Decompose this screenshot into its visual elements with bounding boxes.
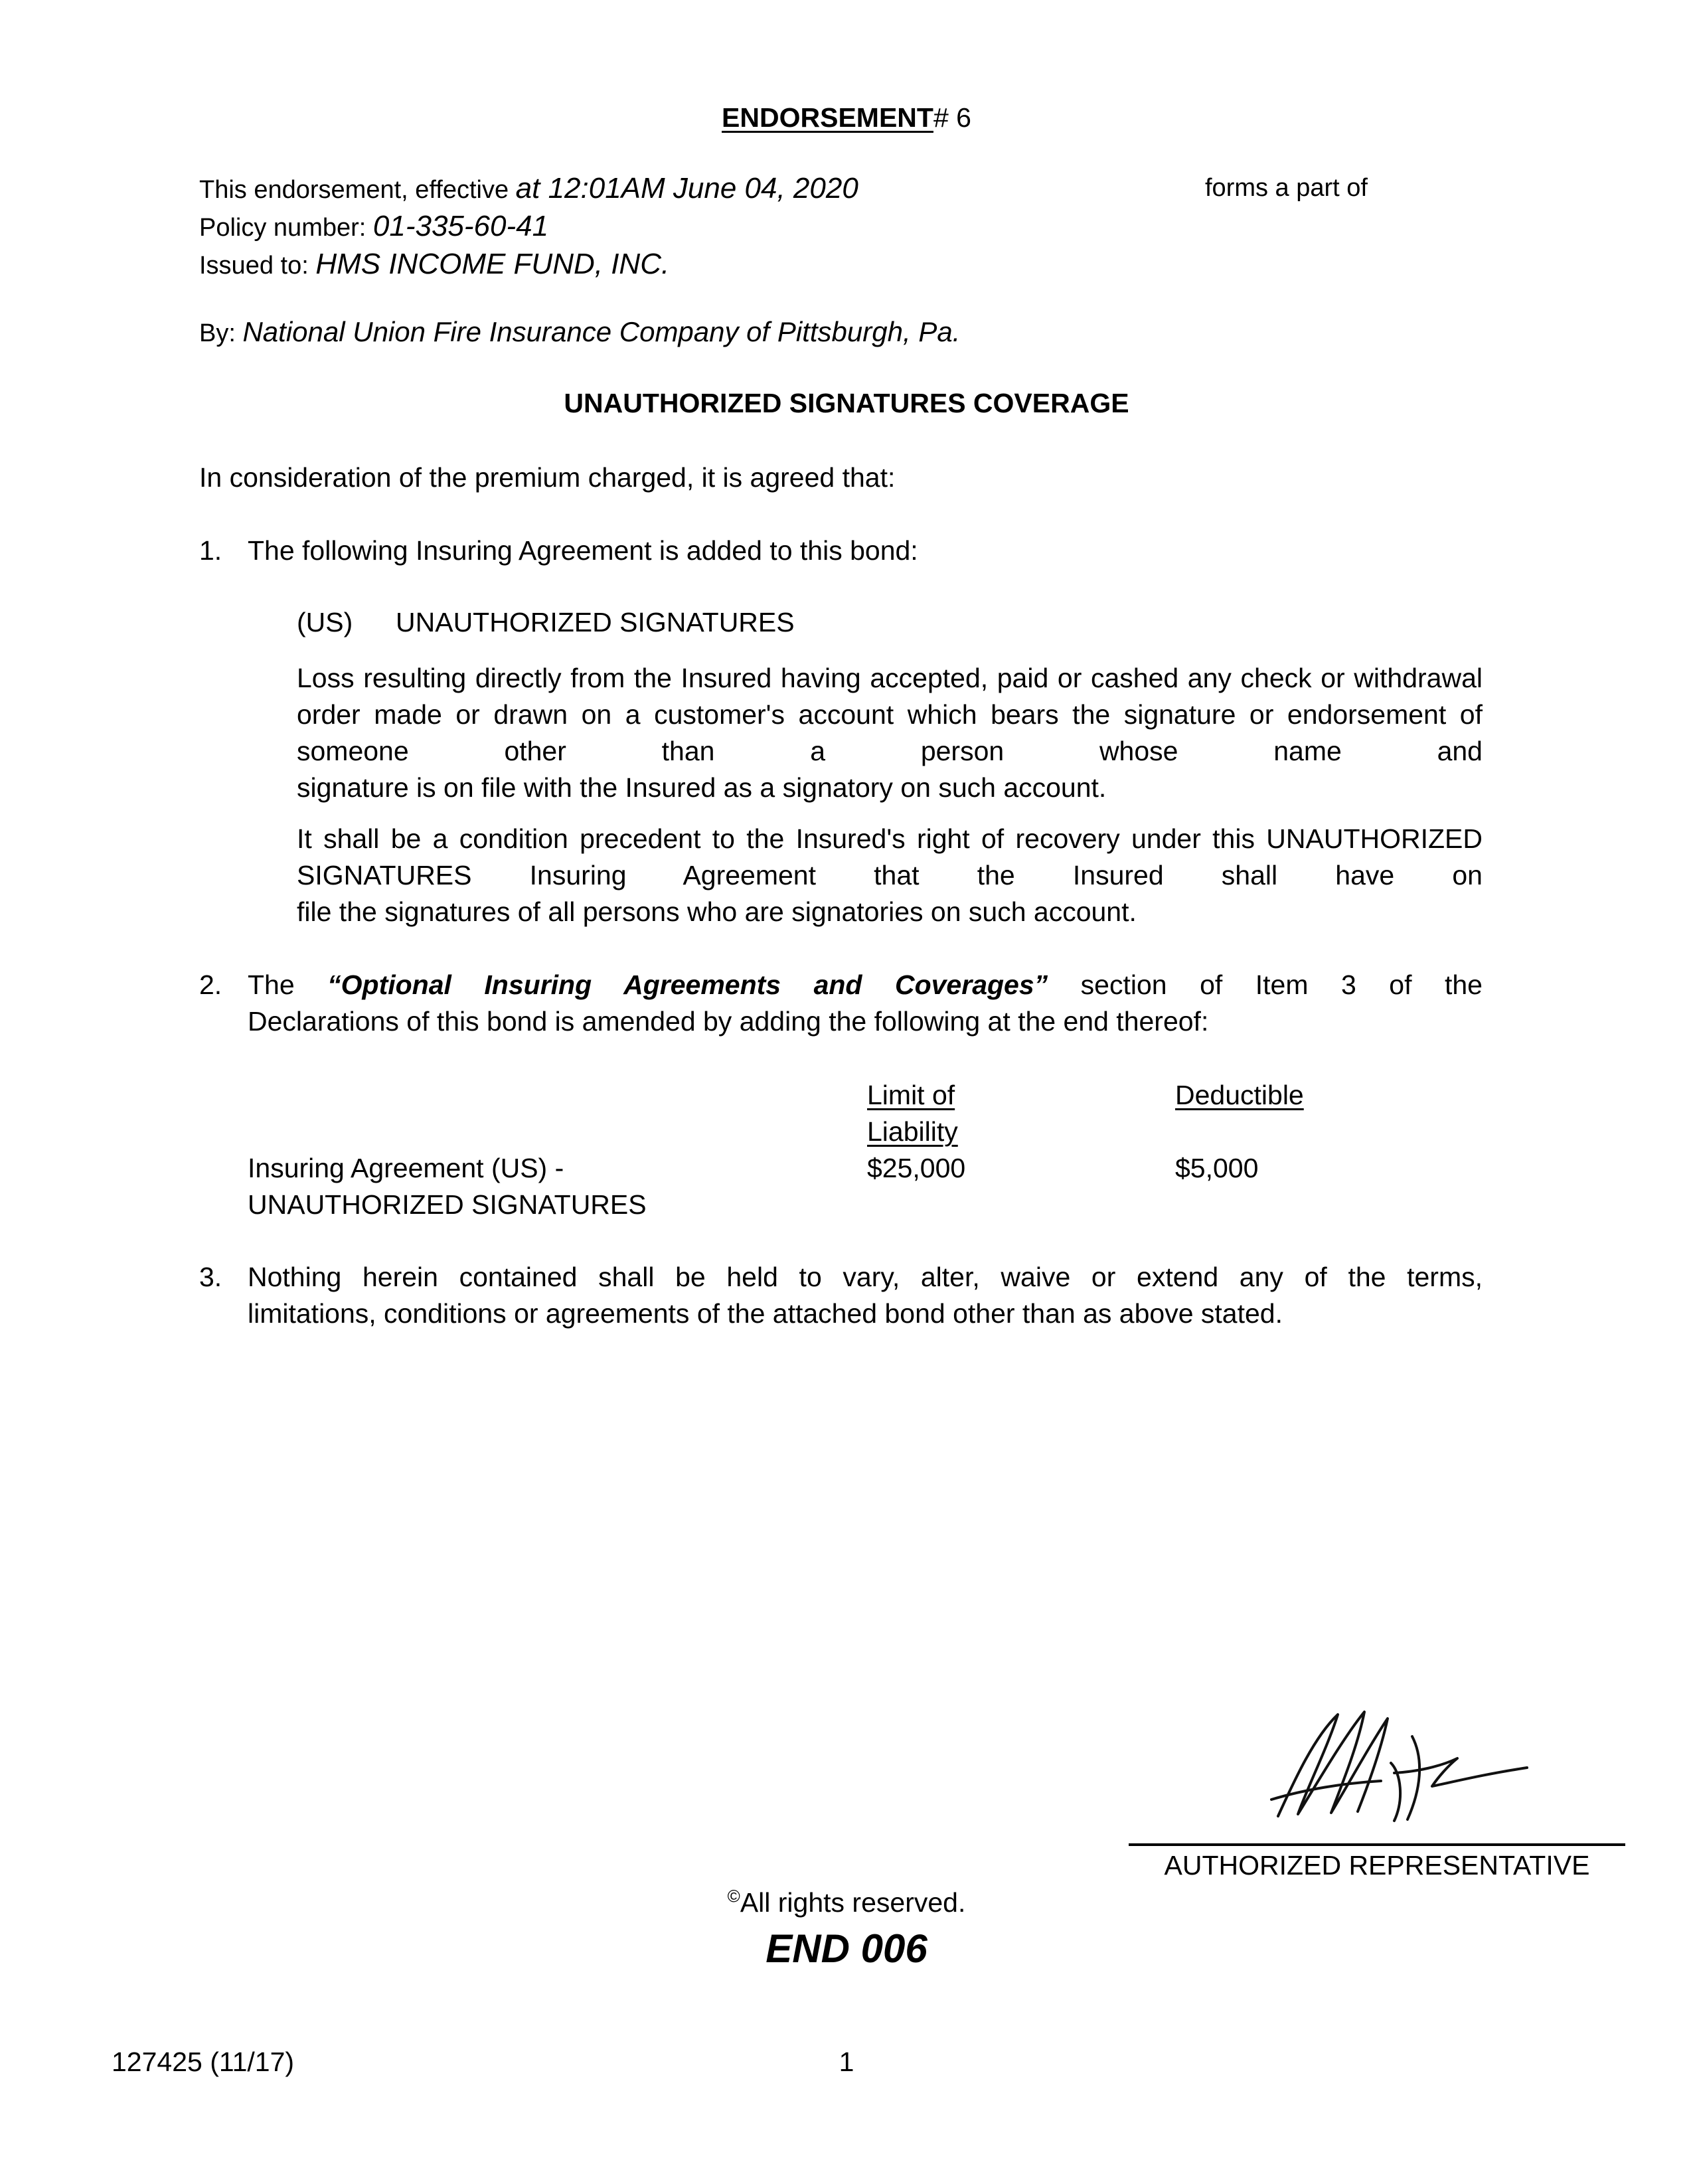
item-3-last-line: limitations, conditions or agreements of the attached bond other than as above stated. — [248, 1298, 1283, 1329]
column-header-limit-of-liability: Limit of Liability — [867, 1080, 958, 1147]
endorsement-heading — [0, 100, 1693, 136]
item-2-number: 2. — [199, 969, 222, 1000]
insurer-name: National Union Fire Insurance Company of Pittsburgh, Pa. — [242, 316, 961, 347]
item-2-last-line: Declarations of this bond is amended by adding the following at the end thereof: — [248, 1006, 1209, 1037]
item-3-first-line: Nothing herein contained shall be held to vary, alter, waive or extend any of the terms, — [248, 1262, 1483, 1292]
paragraph-1-last-line: signature is on file with the Insured as a signatory on such account. — [297, 772, 1107, 803]
insuring-agreement-paragraph-1 — [297, 660, 1483, 806]
coverage-title: UNAUTHORIZED SIGNATURES COVERAGE — [564, 388, 1129, 418]
effective-prefix: This endorsement, effective — [199, 176, 516, 204]
rights-text: All rights reserved. — [740, 1887, 966, 1918]
copyright-notice — [0, 1885, 1693, 1921]
forms-part-of: forms a part of — [1205, 174, 1368, 202]
copyright-symbol: © — [727, 1886, 740, 1906]
endorsement-label: ENDORSEMENT — [722, 102, 933, 133]
item-2-suffix: section of Item 3 of the — [1048, 969, 1483, 1000]
paragraph-2-body: It shall be a condition precedent to the Insured's right of recovery under this UNAUTHORIZED SIGNATURES Insuring Agreement that the Insured shall have on — [297, 823, 1483, 890]
item-2-text — [248, 967, 1483, 1040]
effective-line — [199, 170, 858, 209]
policy-line — [199, 208, 548, 246]
item-3-number: 3. — [199, 1262, 222, 1292]
paragraph-1-body: Loss resulting directly from the Insured having accepted, paid or cashed any check or withdrawal order made or drawn on a customer's account which bears the signature or endorsement of someone other than a person whose name and — [297, 663, 1483, 766]
issued-to: HMS INCOME FUND, INC. — [315, 248, 670, 280]
policy-number: 01-335-60-41 — [372, 210, 549, 242]
table-row-limit: $25,000 — [867, 1153, 966, 1183]
item-2-prefix: The — [248, 969, 328, 1000]
paragraph-2-last-line: file the signatures of all persons who are signatories on such account. — [297, 896, 1137, 927]
insuring-agreement-title: UNAUTHORIZED SIGNATURES — [396, 607, 795, 637]
page-number: 1 — [839, 2047, 854, 2077]
insurer-line — [199, 313, 960, 352]
effective-date: at 12:01AM June 04, 2020 — [515, 172, 858, 205]
form-code: END 006 — [766, 1926, 927, 1971]
column-header-deductible: Deductible — [1175, 1080, 1304, 1110]
item-1-number: 1. — [199, 535, 222, 566]
signature-image — [1258, 1700, 1537, 1833]
consideration-text: In consideration of the premium charged, it is agreed that: — [199, 462, 896, 493]
form-number: 127425 (11/17) — [112, 2047, 295, 2077]
insuring-agreement-code: (US) — [297, 607, 353, 637]
by-prefix: By: — [199, 319, 243, 347]
authorized-representative-label: AUTHORIZED REPRESENTATIVE — [1164, 1850, 1590, 1881]
item-1-text: The following Insuring Agreement is added to this bond: — [248, 535, 918, 566]
insuring-agreement-paragraph-2 — [297, 821, 1483, 930]
item-2-first-line — [248, 967, 1483, 1003]
table-row-deductible: $5,000 — [1175, 1153, 1259, 1183]
endorsement-number: # 6 — [933, 102, 971, 133]
policy-prefix: Policy number: — [199, 214, 373, 242]
table-row-agreement: Insuring Agreement (US) - UNAUTHORIZED SIGNATURES — [248, 1153, 647, 1220]
issued-prefix: Issued to: — [199, 252, 316, 280]
signature-line — [1129, 1843, 1625, 1846]
item-3-text — [248, 1259, 1483, 1332]
item-2-emphasis: “Optional Insuring Agreements and Coverages” — [327, 969, 1048, 1000]
issued-line — [199, 246, 669, 284]
